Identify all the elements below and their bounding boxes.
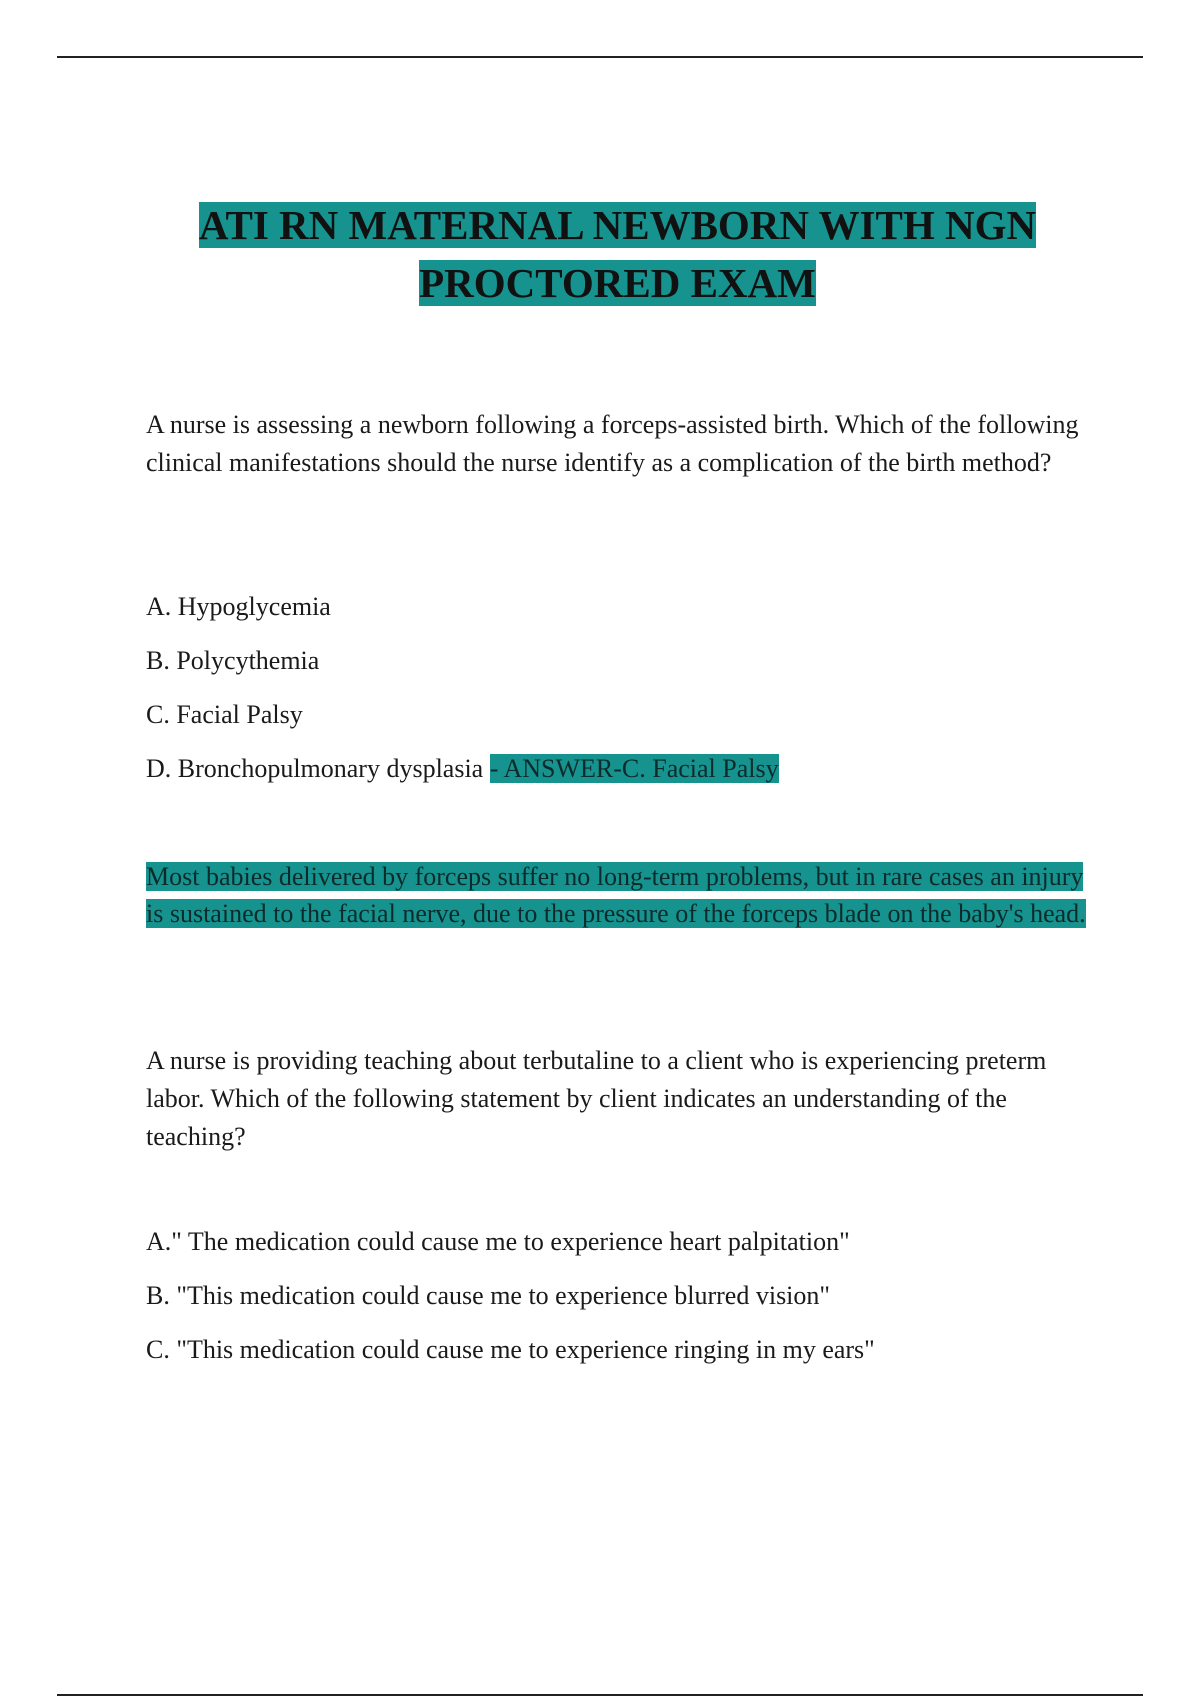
question-1-options <box>146 588 1086 804</box>
question-1-option-a: A. Hypoglycemia <box>146 592 331 621</box>
page-title <box>0 196 1200 312</box>
question-1-option-d <box>146 750 1086 788</box>
question-1-option-b: B. Polycythemia <box>146 646 320 675</box>
question-2-option-a: A." The medication could cause me to experience heart palpitation" <box>146 1227 850 1256</box>
header-rule <box>57 56 1143 58</box>
title-line-1: ATI RN MATERNAL NEWBORN WITH NGN <box>198 202 1037 248</box>
question-1-rationale-text: Most babies delivered by forceps suffer no long-term problems, but in rare cases an injury is sustained to the facial nerve, due to the pressure of the forceps blade on the baby's head. <box>146 862 1086 928</box>
question-1-rationale <box>146 858 1106 932</box>
question-2-stem: A nurse is providing teaching about terbutaline to a client who is experiencing preterm labor. Which of the following statement by client indicates an understanding of the teaching? <box>146 1046 1047 1151</box>
question-2-option-c: C. "This medication could cause me to experience ringing in my ears" <box>146 1335 875 1364</box>
question-1-option-d-text: D. Bronchopulmonary dysplasia <box>146 754 484 783</box>
question-1-stem: A nurse is assessing a newborn following a forceps-assisted birth. Which of the following clinical manifestations should the nurse identify as a complication of the birth method? <box>146 410 1079 477</box>
question-2-option-b: B. "This medication could cause me to experience blurred vision" <box>146 1281 831 1310</box>
question-1-option-c: C. Facial Palsy <box>146 700 303 729</box>
footer-rule <box>57 1694 1143 1696</box>
title-line-2: PROCTORED EXAM <box>419 260 816 306</box>
question-1-answer: - ANSWER-C. Facial Palsy <box>489 754 779 783</box>
question-2-options <box>146 1223 1086 1385</box>
